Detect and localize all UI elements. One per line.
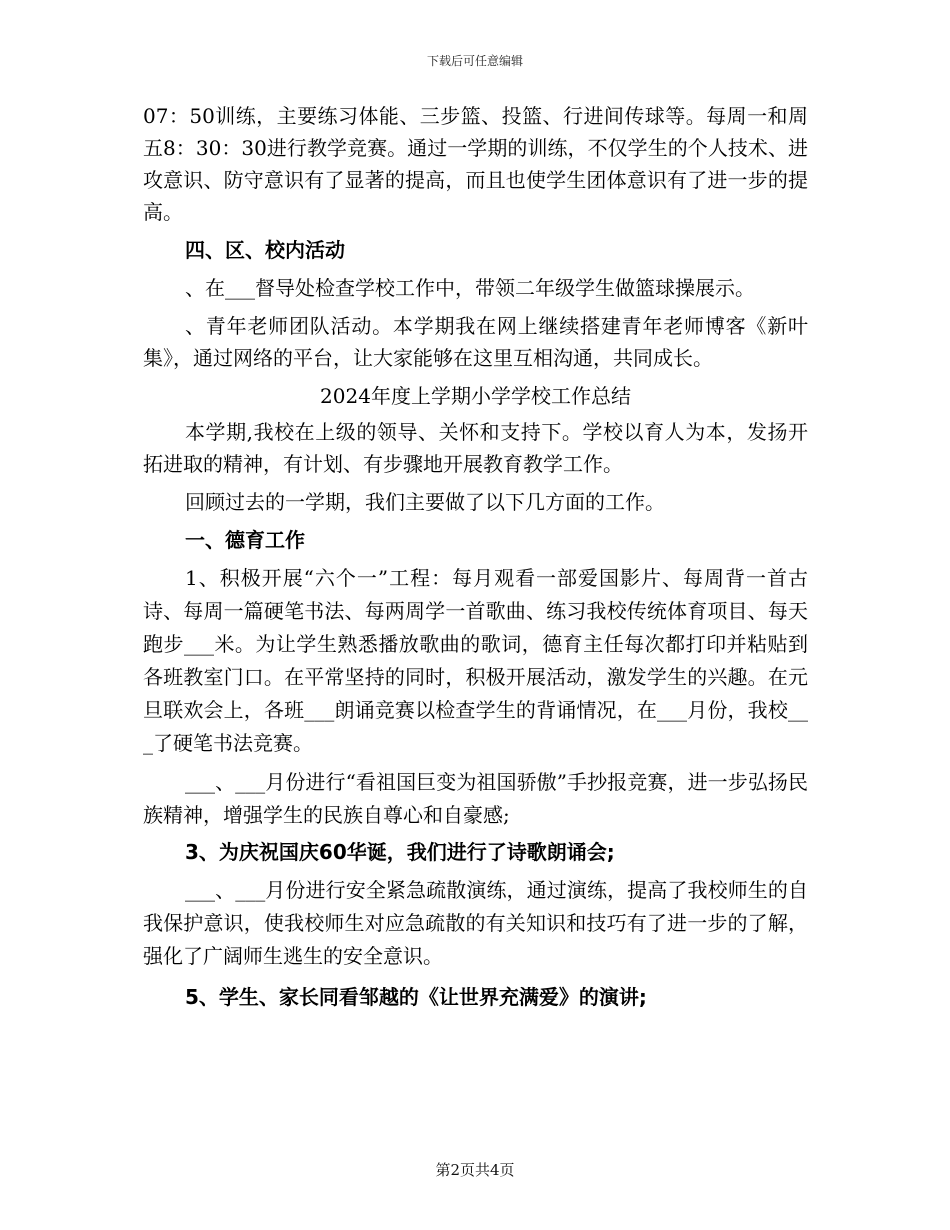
document-title: 2024年度上学期小学学校工作总结 xyxy=(320,384,631,408)
section-heading-activities: 四、区、校内活动 xyxy=(185,238,345,262)
page-number-footer: 第2页共4页 xyxy=(435,1161,515,1179)
paragraph-inspection: 、在___督导处检查学校工作中，带领二年级学生做篮球操展示。 xyxy=(185,276,755,300)
paragraph-training: 07：50训练，主要练习体能、三步篮、投篮、行进间传球等。每周一和周五8：30：30进行教学竞赛。通过一学期的训练，不仅学生的个人技术、进攻意识、防守意识有了显著的提高，而且也使学生团体意识有了进一步的提高。 xyxy=(143,104,808,224)
paragraph-six-ones: 1、积极开展“六个一”工程：每月观看一部爱国影片、每周背一首古诗、每周一篇硬笔书法、每两周学一首歌曲、练习我校传统体育项目、每天跑步___米。为让学生熟悉播放歌曲的歌词，德育主任每次都打印并粘贴到各班教室门口。在平常坚持的同时，积极开展活动，激发学生的兴趣。在元旦联欢会上，各班___朗诵竞赛以检查学生的背诵情况，在___月份，我校___了硬笔书法竞赛。 xyxy=(143,566,808,755)
header-note: 下载后可任意编辑 xyxy=(426,54,523,68)
paragraph-handwritten-newspaper: ___、___月份进行“看祖国巨变为祖国骄傲”手抄报竞赛，进一步弘扬民族精神，增强学生的民族自尊心和自豪感; xyxy=(143,770,808,827)
paragraph-evacuation-drill: ___、___月份进行安全紧急疏散演练，通过演练，提高了我校师生的自我保护意识，使我校师生对应急疏散的有关知识和技巧有了进一步的了解，强化了广阔师生逃生的安全意识。 xyxy=(143,878,808,968)
paragraph-review: 回顾过去的一学期，我们主要做了以下几方面的工作。 xyxy=(185,490,665,514)
section-heading-moral: 一、德育工作 xyxy=(185,528,305,552)
document-body xyxy=(143,100,808,1019)
item-speech: 5、学生、家长同看邹越的《让世界充满爱》的演讲; xyxy=(185,985,647,1009)
paragraph-intro: 本学期,我校在上级的领导、关怀和支持下。学校以育人为本，发扬开拓进取的精神，有计划、有步骤地开展教育教学工作。 xyxy=(143,420,808,476)
paragraph-teacher-team: 、青年老师团队活动。本学期我在网上继续搭建青年老师博客《新叶集》，通过网络的平台，让大家能够在这里互相沟通，共同成长。 xyxy=(143,314,808,370)
item-national-day: 3、为庆祝国庆60华诞，我们进行了诗歌朗诵会; xyxy=(185,840,615,864)
